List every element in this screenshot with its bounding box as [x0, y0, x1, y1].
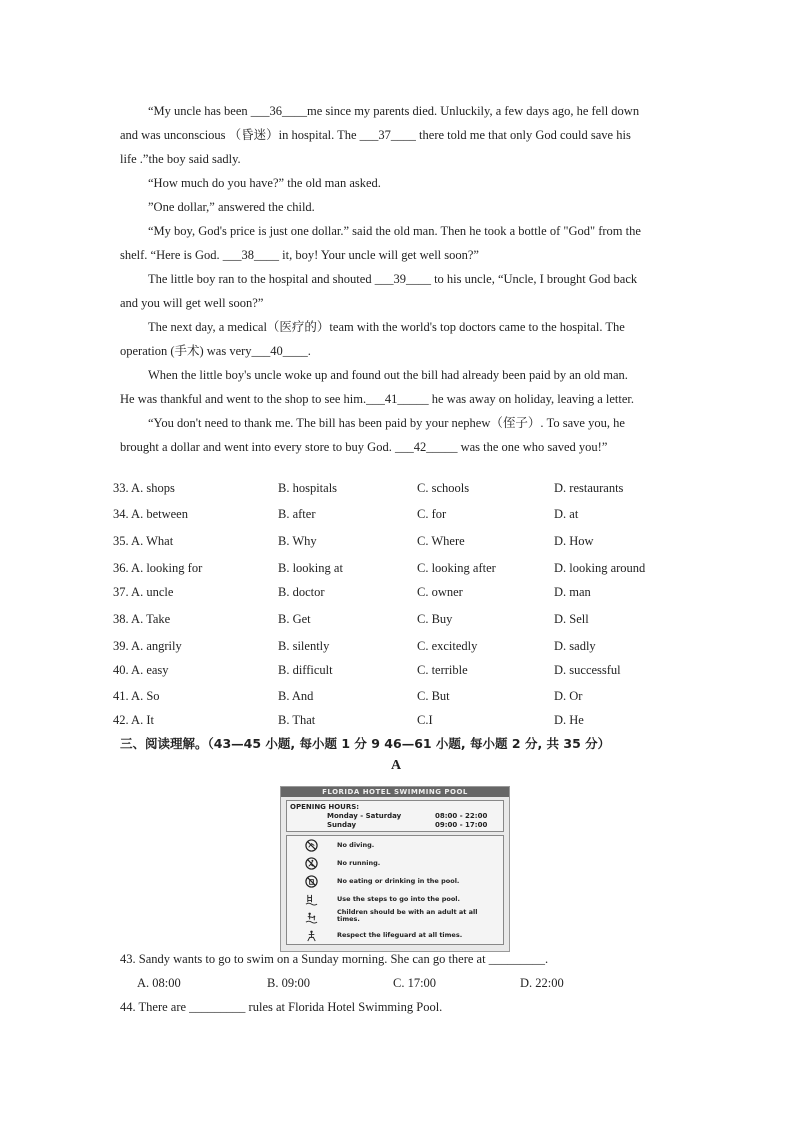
option-d: D. man: [554, 585, 591, 599]
option-d: D. How: [554, 534, 594, 548]
steps-icon: [305, 893, 318, 906]
option-row-33: [113, 481, 713, 501]
pool-rules-sign: [280, 786, 510, 952]
passage-line: He was thankful and went to the shop to see him.___41_____ he was away on holiday, leaving a letter.: [120, 392, 635, 406]
option-c: C. schools: [417, 481, 470, 495]
option-b: B. And: [278, 689, 314, 703]
passage-line: “My uncle has been ___36____me since my parents died. Unluckily, a few days ago, he fell down: [148, 104, 640, 118]
option-d: D. He: [554, 713, 584, 727]
sign-title: FLORIDA HOTEL SWIMMING POOL: [281, 787, 509, 797]
hours-time-2: 09:00 - 17:00: [435, 821, 488, 829]
q43-option-b: B. 09:00: [267, 976, 311, 990]
option-d: D. sadly: [554, 639, 596, 653]
q43-option-a: A. 08:00: [137, 976, 181, 990]
cloze-passage: [120, 99, 674, 459]
option-b: B. Get: [278, 612, 311, 626]
option-row-41: [113, 689, 713, 709]
q43-option-c: C. 17:00: [393, 976, 437, 990]
hours-time-1: 08:00 - 22:00: [435, 812, 488, 820]
option-row-35: [113, 534, 713, 554]
passage-line: shelf. “Here is God. ___38____ it, boy! Your uncle will get well soon?”: [120, 248, 479, 262]
rule-item: [287, 872, 503, 890]
option-a: 39. A. angrily: [113, 639, 182, 653]
passage-line: The little boy ran to the hospital and shouted ___39____ to his uncle, “Uncle, I brought God back: [148, 272, 638, 286]
q43-option-d: D. 22:00: [520, 976, 564, 990]
passage-line: operation (手术) was very___40____.: [120, 344, 311, 358]
option-b: B. hospitals: [278, 481, 338, 495]
passage-line: and was unconscious （昏迷）in hospital. The ___37____ there told me that only God could save his: [120, 128, 631, 142]
rule-text: No running.: [337, 859, 381, 867]
option-a: 33. A. shops: [113, 481, 175, 495]
section-heading: 三、阅读理解。（43—45 小题, 每小题 1 分 9 46—61 小题, 每小题 2 分, 共 35 分）: [120, 736, 611, 751]
option-b: B. difficult: [278, 663, 333, 677]
option-a: 37. A. uncle: [113, 585, 174, 599]
option-row-37: [113, 585, 713, 605]
option-d: D. successful: [554, 663, 621, 677]
option-a: 41. A. So: [113, 689, 160, 703]
rule-text: No diving.: [337, 841, 375, 849]
child-adult-icon: [305, 911, 318, 924]
option-b: B. silently: [278, 639, 330, 653]
option-c: C. for: [417, 507, 447, 521]
rule-item: [287, 890, 503, 908]
rule-text: Respect the lifeguard at all times.: [337, 931, 463, 939]
option-c: C. owner: [417, 585, 463, 599]
option-row-42: [113, 713, 713, 733]
option-row-38: [113, 612, 713, 632]
option-b: B. Why: [278, 534, 317, 548]
option-d: D. Sell: [554, 612, 589, 626]
question-43-stem: 43. Sandy wants to go to swim on a Sunday morning. She can go there at _________.: [120, 952, 549, 966]
option-a: 36. A. looking for: [113, 561, 203, 575]
option-a: 42. A. It: [113, 713, 154, 727]
option-d: D. looking around: [554, 561, 646, 575]
no-running-icon: [305, 857, 318, 870]
lifeguard-icon: [305, 929, 318, 942]
no-diving-icon: [305, 839, 318, 852]
opening-hours-box: [286, 800, 504, 832]
rules-box: [286, 835, 504, 945]
rule-item: [287, 908, 503, 926]
passage-line: When the little boy's uncle woke up and found out the bill had already been paid by an old man.: [148, 368, 628, 382]
option-c: C. excitedly: [417, 639, 478, 653]
passage-line: “You don't need to thank me. The bill has been paid by your nephew（侄子）. To save you, he: [148, 416, 625, 430]
hours-day-1: Monday - Saturday: [327, 812, 402, 820]
option-b: B. doctor: [278, 585, 325, 599]
passage-line: “How much do you have?” the old man asked.: [148, 176, 381, 190]
rule-text: Use the steps to go into the pool.: [337, 895, 460, 903]
rule-item: [287, 926, 503, 944]
option-c: C. Buy: [417, 612, 453, 626]
part-label: A: [391, 758, 402, 773]
option-a: 34. A. between: [113, 507, 188, 521]
option-c: C.I: [417, 713, 433, 727]
passage-line: The next day, a medical（医疗的）team with the world's top doctors came to the hospital. The: [148, 320, 625, 334]
option-row-40: [113, 663, 713, 683]
passage-line: “My boy, God's price is just one dollar.” said the old man. Then he took a bottle of "God" from the: [148, 224, 641, 238]
option-d: D. restaurants: [554, 481, 624, 495]
option-d: D. at: [554, 507, 579, 521]
option-row-39: [113, 639, 713, 659]
passage-line: brought a dollar and went into every store to buy God. ___42_____ was the one who saved you!”: [120, 440, 608, 454]
hours-day-2: Sunday: [327, 821, 357, 829]
option-c: C. looking after: [417, 561, 496, 575]
passage-line: and you will get well soon?”: [120, 296, 264, 310]
option-a: 40. A. easy: [113, 663, 169, 677]
no-eating-icon: [305, 875, 318, 888]
option-row-34: [113, 507, 713, 527]
option-b: B. after: [278, 507, 316, 521]
option-c: C. Where: [417, 534, 465, 548]
passage-line: ”One dollar,” answered the child.: [148, 200, 315, 214]
option-d: D. Or: [554, 689, 583, 703]
option-c: C. But: [417, 689, 450, 703]
rule-text: No eating or drinking in the pool.: [337, 877, 460, 885]
question-44-stem: 44. There are _________ rules at Florida Hotel Swimming Pool.: [120, 1000, 443, 1014]
option-row-36: [113, 561, 713, 581]
rule-item: [287, 854, 503, 872]
option-b: B. That: [278, 713, 316, 727]
rule-text: Children should be with an adult at all times.: [337, 908, 478, 923]
option-a: 35. A. What: [113, 534, 174, 548]
passage-line: life .”the boy said sadly.: [120, 152, 241, 166]
option-b: B. looking at: [278, 561, 343, 575]
hours-label: OPENING HOURS:: [290, 803, 360, 811]
rule-item: [287, 836, 503, 854]
option-a: 38. A. Take: [113, 612, 171, 626]
option-c: C. terrible: [417, 663, 468, 677]
